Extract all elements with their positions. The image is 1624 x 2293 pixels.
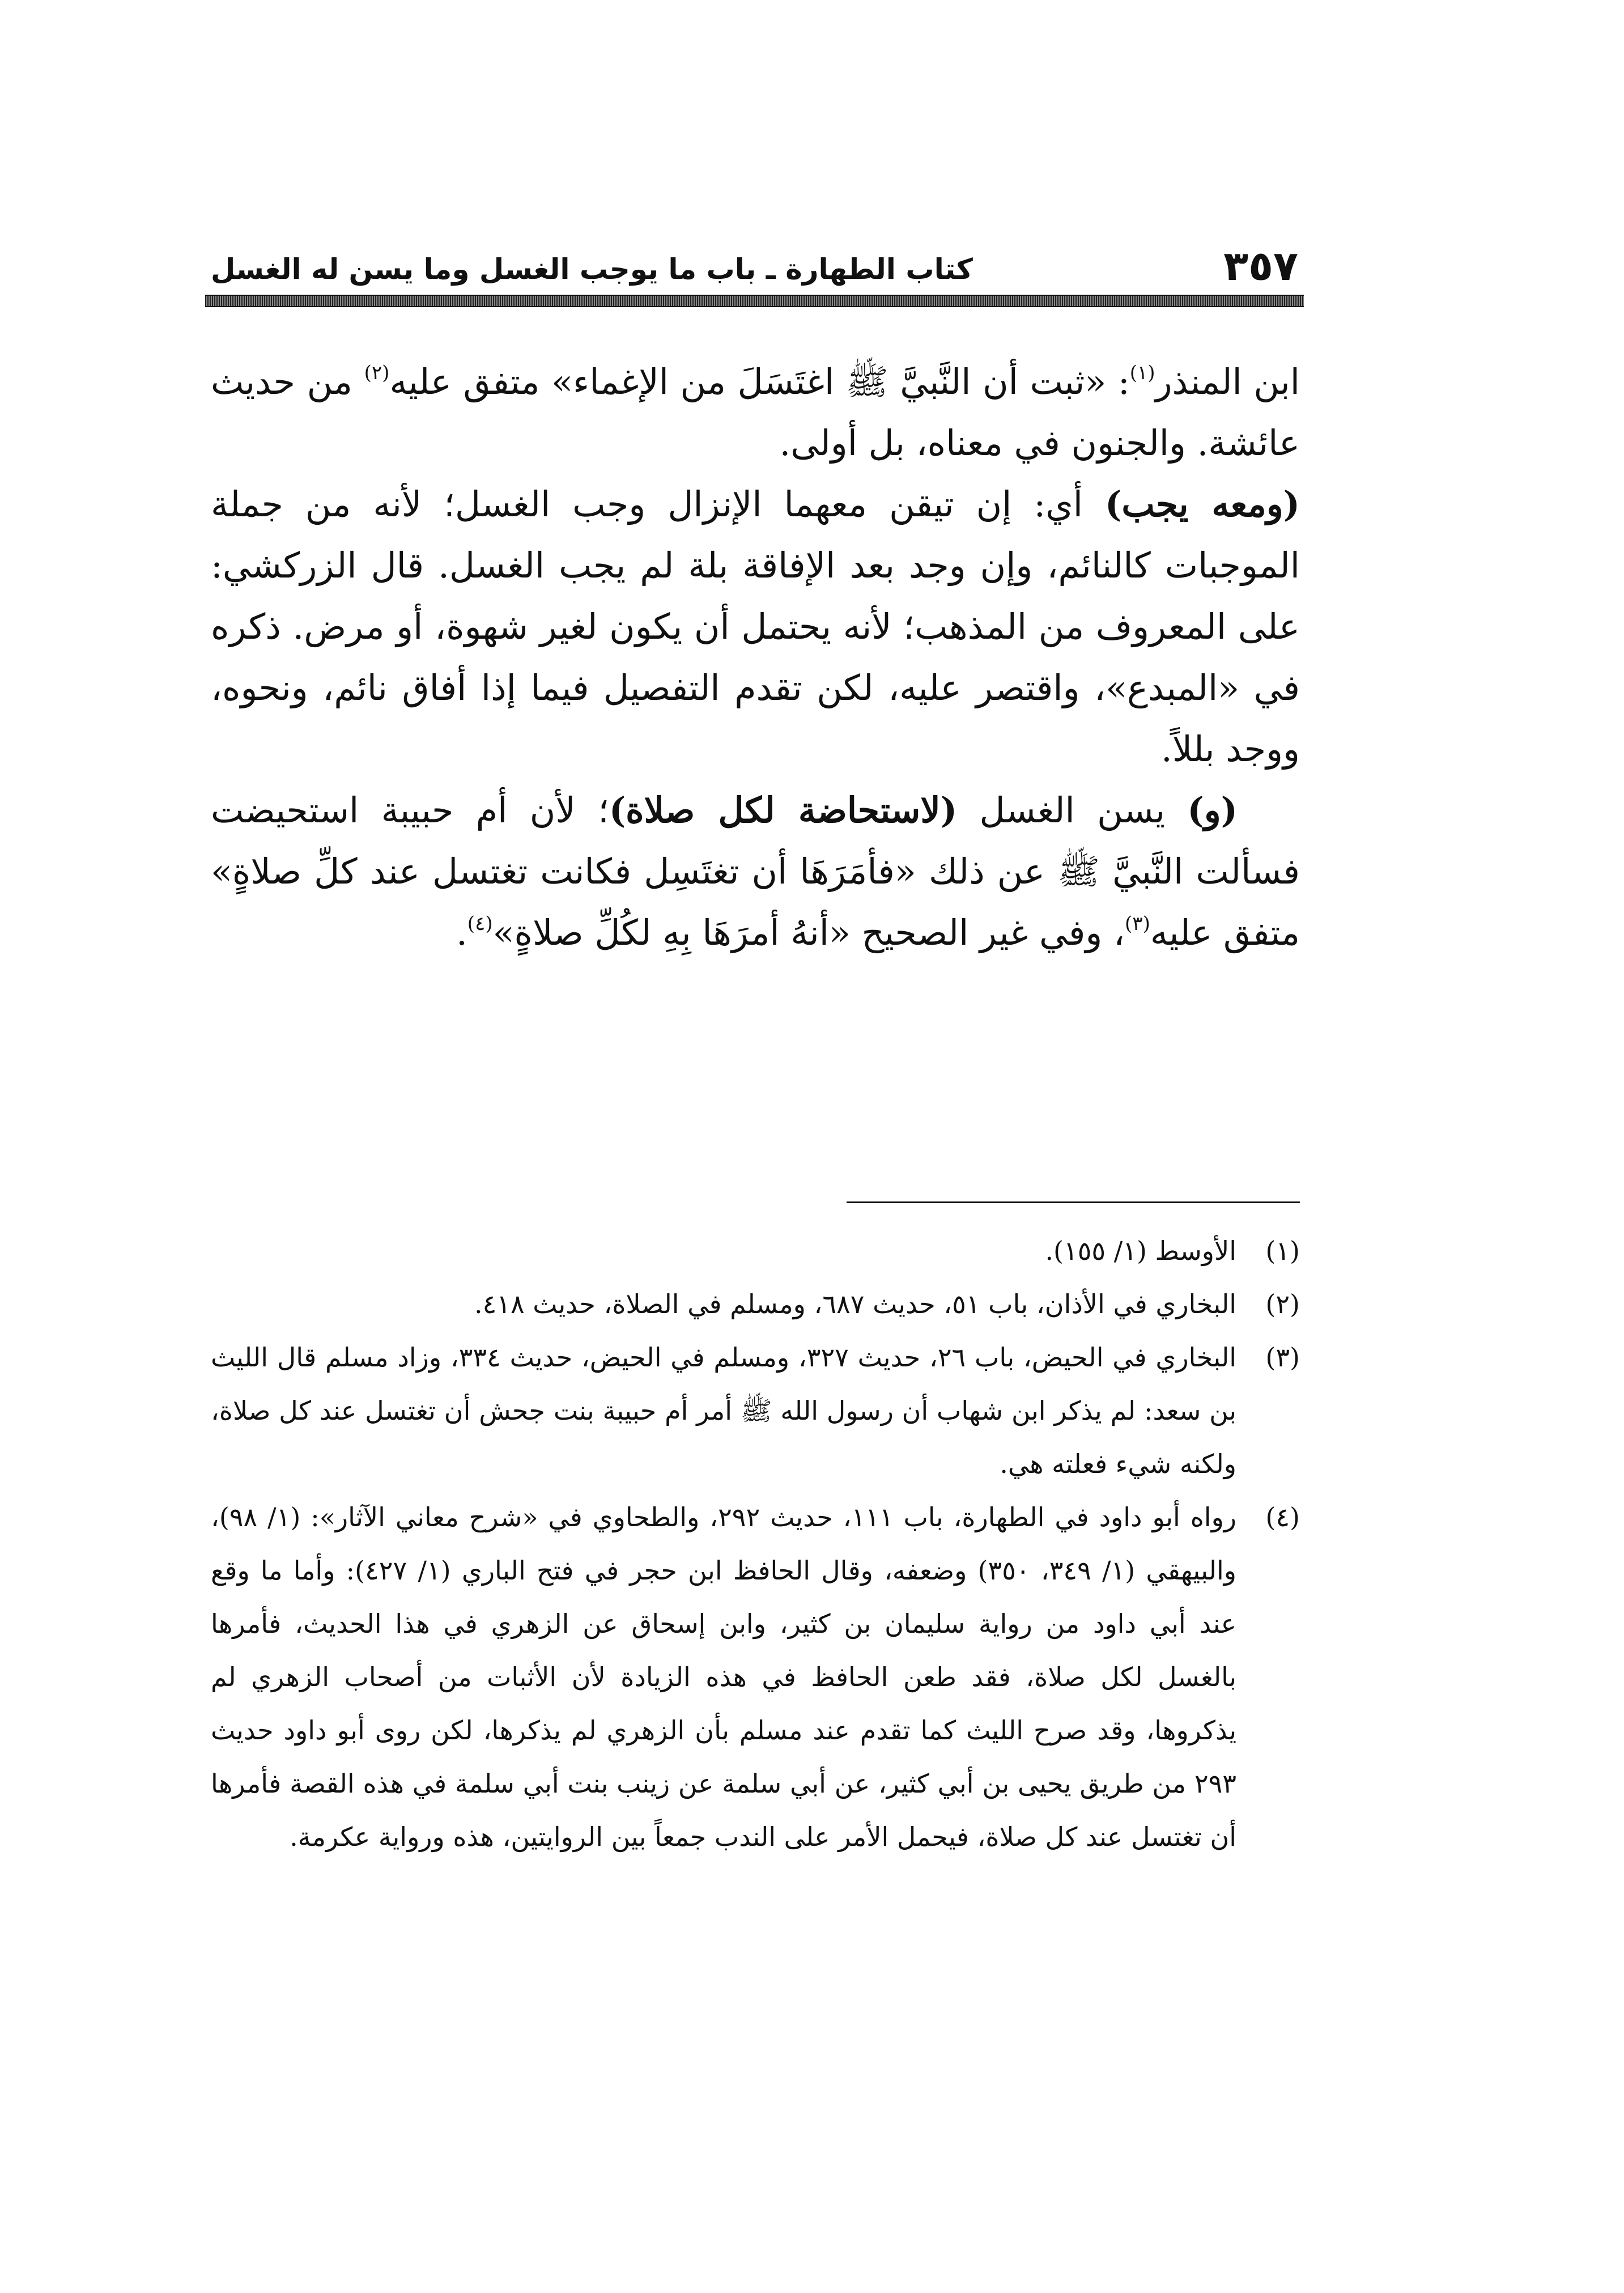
paragraph-2: (ومعه يجب) أي: إن تيقن معهما الإنزال وجب الغسل؛ لأنه من جملة الموجبات كالنائم، وإن وجد بعد الإفاقة بلة لم يجب الغسل. قال الزركشي: على المعروف من المذهب؛ لأنه يحتمل أن يكون لغير شهوة، أو مرض. ذكره في «المبدع»، واقتصر عليه، لكن تقدم التفصيل فيما إذا أفاق نائم، ونحوه، ووجد بللاً. (211, 483, 1300, 770)
footnote-text: البخاري في الحيض، باب ٢٦، حديث ٣٢٧، ومسلم في الحيض، حديث ٣٣٤، وزاد مسلم قال الليث بن سعد: لم يذكر ابن شهاب أن رسول الله ﷺ أمر أم حبيبة بنت جحش أن تغتسل عند كل صلاة، ولكنه شيء فعلته هي. (211, 1342, 1236, 1479)
footnote-number: (٣) (1265, 1342, 1300, 1373)
page-number: ٣٥٧ (1223, 242, 1298, 290)
header-divider (205, 295, 1304, 307)
matn-phrase: (ومعه يجب) (1104, 483, 1300, 525)
matn-phrase: (لاستحاضة لكل صلاة) (609, 789, 958, 831)
footnote-ref-3: (٣) (1125, 912, 1150, 935)
footnote-ref-1: (١) (1129, 362, 1155, 384)
footnote-3 (211, 1331, 1300, 1491)
footnote-separator (847, 1201, 1300, 1203)
footnote-ref-2: (٢) (364, 362, 390, 384)
footnote-4 (211, 1491, 1300, 1863)
footnote-number: (١) (1265, 1235, 1300, 1266)
footnotes (211, 1224, 1300, 1863)
footnote-ref-4: (٤) (467, 912, 493, 935)
footnote-text: الأوسط (١/ ١٥٥). (1045, 1235, 1236, 1266)
footnote-number: (٤) (1265, 1502, 1300, 1532)
footnote-1 (211, 1224, 1300, 1277)
running-header (211, 224, 1298, 290)
paragraph-1: ابن المنذر$^{(١)}$: «ثبت أن النَّبيَّ ﷺ اغتَسَلَ من الإغماء» متفق عليه$^{(٢)}$ من حديث عائشة. والجنون في معناه، بل أولى. (211, 361, 1300, 464)
footnote-text: رواه أبو داود في الطهارة، باب ١١١، حديث ٢٩٢، والطحاوي في «شرح معاني الآثار»: (١/ ٩٨)، والبيهقي (١/ ٣٤٩، ٣٥٠) وضعفه، وقال الحافظ ابن حجر في فتح الباري (١/ ٤٢٧): وأما ما وقع عند أبي داود من رواية سليمان بن كثير، وابن إسحاق عن الزهري في هذا الحديث، فأمرها بالغسل لكل صلاة، فقد طعن الحافظ في هذه الزيادة لأن الأثبات من أصحاب الزهري لم يذكروها، وقد صرح الليث كما تقدم عند مسلم بأن الزهري لم يذكرها، لكن روى أبو داود حديث ٢٩٣ من طريق يحيى بن أبي كثير، عن أبي سلمة عن زينب بنت أبي سلمة في هذه القصة فأمرها أن تغتسل عند كل صلاة، فيحمل الأمر على الندب جمعاً بين الروايتين، هذه ورواية عكرمة. (211, 1502, 1237, 1852)
footnote-2 (211, 1277, 1300, 1331)
matn-phrase: (و) (1187, 789, 1238, 831)
main-text (211, 351, 1300, 963)
running-title: كتاب الطهارة ـ باب ما يوجب الغسل وما يسن له الغسل (211, 253, 973, 286)
paragraph-3: (و) يسن الغسل (لاستحاضة لكل صلاة)؛ لأن أم حبيبة استحيضت فسألت النَّبيَّ ﷺ عن ذلك «فأمَرَهَا أن تغتَسِل فكانت تغتسل عند كلِّ صلاةٍ» متفق عليه$^{(٣)}$، وفي غير الصحيح «أنهُ أمرَهَا بِهِ لكُلِّ صلاةٍ»$^{(٤)}$. (211, 789, 1300, 953)
footnote-number: (٢) (1265, 1289, 1300, 1319)
footnote-text: البخاري في الأذان، باب ٥١، حديث ٦٨٧، ومسلم في الصلاة، حديث ٤١٨. (474, 1289, 1236, 1319)
